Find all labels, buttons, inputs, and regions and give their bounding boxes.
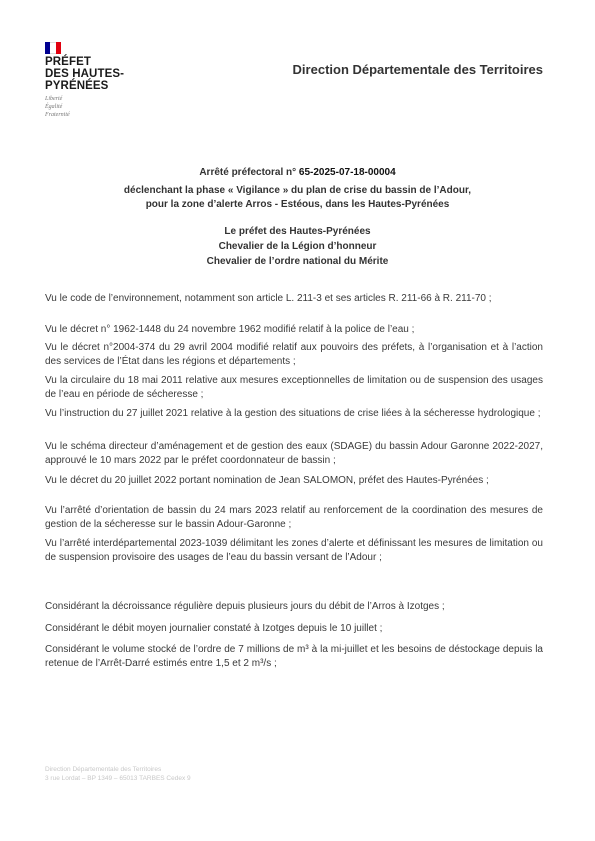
visa-decret-2022: Vu le décret du 20 juillet 2022 portant nomination de Jean SALOMON, préfet des Hautes-Pyrénées ;	[45, 475, 489, 486]
decree-number: 65-2025-07-18-00004	[298, 167, 396, 178]
authority-line3: Chevalier de l’ordre national du Mérite	[206, 256, 389, 267]
footer-address	[45, 765, 191, 783]
visa-code-environnement: Vu le code de l’environnement, notamment son article L. 211-3 et ses articles R. 211-66 à R. 211-70 ;	[45, 293, 492, 304]
motto-egalite: Égalité	[45, 104, 63, 110]
marianne-flag-icon	[45, 42, 61, 54]
logo-line-3: PYRÉNÉES	[45, 80, 109, 92]
logo-line-2: DES HAUTES-	[45, 68, 125, 80]
logo-prefet-text	[45, 56, 124, 92]
authority-line1: Le préfet des Hautes-Pyrénées	[224, 226, 371, 237]
motto-liberte: Liberté	[45, 96, 63, 102]
decree-prefix: Arrêté préfectoral n°	[199, 167, 299, 178]
considerant-debit-moyen: Considérant le débit moyen journalier constaté à Izotges depuis le 10 juillet ;	[45, 623, 383, 634]
considerant-debit-arros: Considérant la décroissance régulière depuis plusieurs jours du débit de l’Arros à Izotges ;	[45, 601, 445, 612]
visa-decret-2004: Vu le décret n°2004-374 du 29 avril 2004 modifié relatif aux pouvoirs des préfets, à l’organisation et à l’action des services de l’État dans les régions et départements ;	[45, 342, 543, 367]
visa-instruction-2021: Vu l’instruction du 27 juillet 2021 relative à la gestion des situations de crise liées à la sécheresse hydrologique ;	[45, 408, 541, 419]
visa-arrete-orientation: Vu l’arrêté d’orientation de bassin du 24 mars 2023 relatif au renforcement de la coordination des mesures de gestion de la sécheresse sur le bassin Adour-Garonne ;	[45, 505, 543, 530]
decree-subject-line2: pour la zone d’alerte Arros - Estéous, dans les Hautes-Pyrénées	[145, 199, 450, 210]
authority-line2: Chevalier de la Légion d’honneur	[218, 241, 377, 252]
decree-title	[0, 166, 595, 180]
service-name: Direction Départementale des Territoires	[292, 62, 543, 77]
visa-decret-1962: Vu le décret n° 1962-1448 du 24 novembre 1962 modifié relatif à la police de l’eau ;	[45, 324, 415, 335]
visa-circulaire-2011: Vu la circulaire du 18 mai 2011 relative aux mesures exceptionnelles de limitation ou de suspension des usages de l’eau en période de sécheresse ;	[45, 375, 543, 400]
motto-fraternite: Fraternité	[45, 112, 70, 118]
considerant-volume-stocke: Considérant le volume stocké de l’ordre de 7 millions de m³ à la mi-juillet et les besoins de déstockage depuis la retenue de l’Arrêt-Darré estimés entre 1,5 et 2 m³/s ;	[45, 644, 543, 669]
logo-line-1: PRÉFET	[45, 56, 91, 68]
footer-line-2: 3 rue Lordat – BP 1349 – 65013 TARBES Cedex 9	[45, 775, 191, 782]
visa-arrete-interdepartemental: Vu l’arrêté interdépartemental 2023-1039 délimitant les zones d’alerte et définissant les mesures de limitation ou de suspension provisoire des usages de l’eau du bassin versant de l’Adour ;	[45, 538, 543, 563]
republic-motto	[45, 95, 70, 119]
footer-line-1: Direction Départementale des Territoires	[45, 766, 162, 773]
decree-subject-line1: déclenchant la phase « Vigilance » du plan de crise du bassin de l’Adour,	[123, 185, 472, 196]
visa-sdage: Vu le schéma directeur d’aménagement et de gestion des eaux (SDAGE) du bassin Adour Garonne 2022-2027, approuvé le 10 mars 2022 par le préfet coordonnateur de bassin ;	[45, 441, 543, 466]
